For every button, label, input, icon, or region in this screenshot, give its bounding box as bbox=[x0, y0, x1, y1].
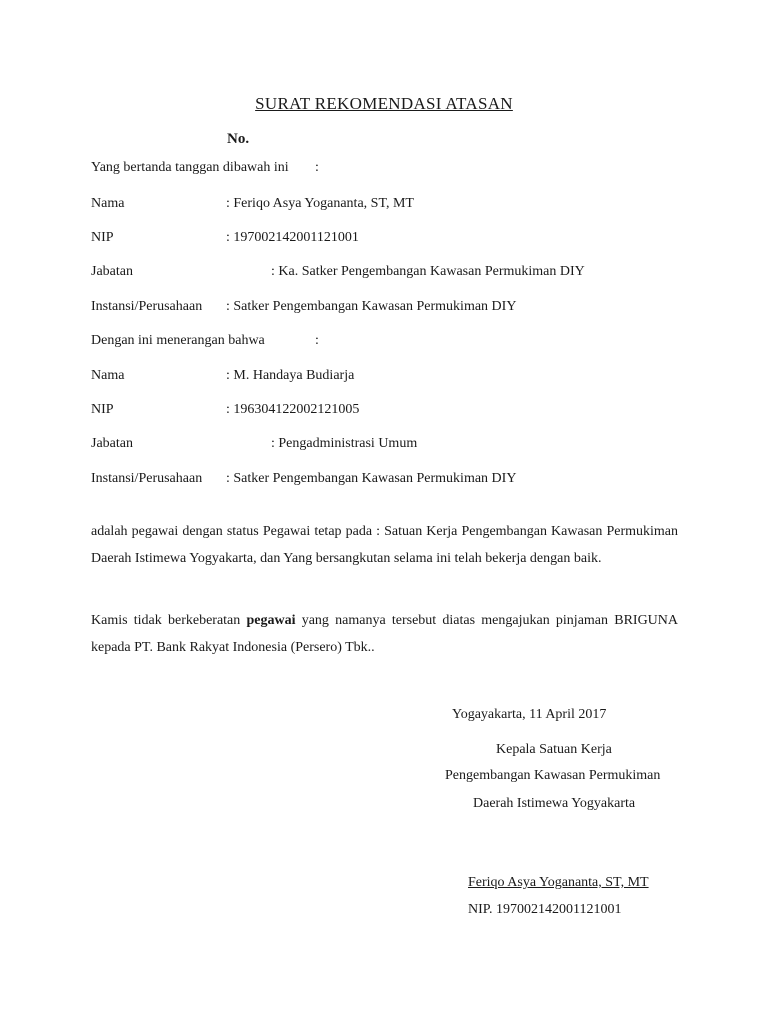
issuer-instansi-value: : Satker Pengembangan Kawasan Permukiman DIY bbox=[226, 299, 517, 314]
intro-text: Yang bertanda tanggan dibawah ini bbox=[91, 160, 289, 175]
place-date: Yogayakarta, 11 April 2017 bbox=[452, 707, 607, 722]
issuer-nip-value: : 197002142001121001 bbox=[226, 230, 359, 245]
approval-text-end: yang namanya tersebut diatas mengajukan pinjaman BRIGUNA kepada PT. Bank Rakyat Indonesia (Persero) Tbk.. bbox=[91, 613, 679, 655]
issuer-jabatan-value: : Ka. Satker Pengembangan Kawasan Permukiman DIY bbox=[271, 264, 585, 279]
statement-paragraph: adalah pegawai dengan status Pegawai tetap pada : Satuan Kerja Pengembangan Kawasan Permukiman Daerah Istimewa Yogyakarta, dan Yang bersangkutan selama ini telah bekerja dengan baik. bbox=[91, 524, 678, 566]
statement-text: Dengan ini menerangan bahwa bbox=[91, 333, 265, 348]
signer-nip: NIP. 197002142001121001 bbox=[468, 902, 622, 917]
issuer-nama-value: : Feriqo Asya Yogananta, ST, MT bbox=[226, 196, 414, 211]
signer-name: Feriqo Asya Yogananta, ST, MT bbox=[468, 875, 649, 890]
issuer-jabatan-label: Jabatan bbox=[91, 264, 133, 279]
approval-paragraph bbox=[91, 607, 678, 661]
letter-number-label: No. bbox=[227, 131, 250, 147]
issuer-instansi-label: Instansi/Perusahaan bbox=[91, 299, 203, 314]
employee-jabatan-label: Jabatan bbox=[91, 436, 133, 451]
employee-nama-value: : M. Handaya Budiarja bbox=[226, 368, 355, 383]
signer-position-line2: Pengembangan Kawasan Permukiman bbox=[445, 768, 661, 783]
signer-position-line3: Daerah Istimewa Yogyakarta bbox=[473, 796, 636, 811]
employee-instansi-value: : Satker Pengembangan Kawasan Permukiman DIY bbox=[226, 471, 517, 486]
employee-jabatan-value: : Pengadministrasi Umum bbox=[271, 436, 418, 451]
employee-instansi-label: Instansi/Perusahaan bbox=[91, 471, 203, 486]
approval-text-start: Kamis tidak berkeberatan bbox=[91, 613, 247, 628]
intro-colon: : bbox=[315, 160, 319, 175]
approval-emphasis: pegawai bbox=[246, 613, 296, 628]
employee-nip-value: : 196304122002121005 bbox=[226, 402, 360, 417]
issuer-nama-label: Nama bbox=[91, 196, 125, 211]
issuer-nip-label: NIP bbox=[91, 230, 114, 245]
statement-colon: : bbox=[315, 333, 319, 348]
employee-nama-label: Nama bbox=[91, 368, 125, 383]
letter-title: SURAT REKOMENDASI ATASAN bbox=[255, 94, 513, 113]
signer-position-line1: Kepala Satuan Kerja bbox=[496, 742, 612, 757]
employee-nip-label: NIP bbox=[91, 402, 114, 417]
